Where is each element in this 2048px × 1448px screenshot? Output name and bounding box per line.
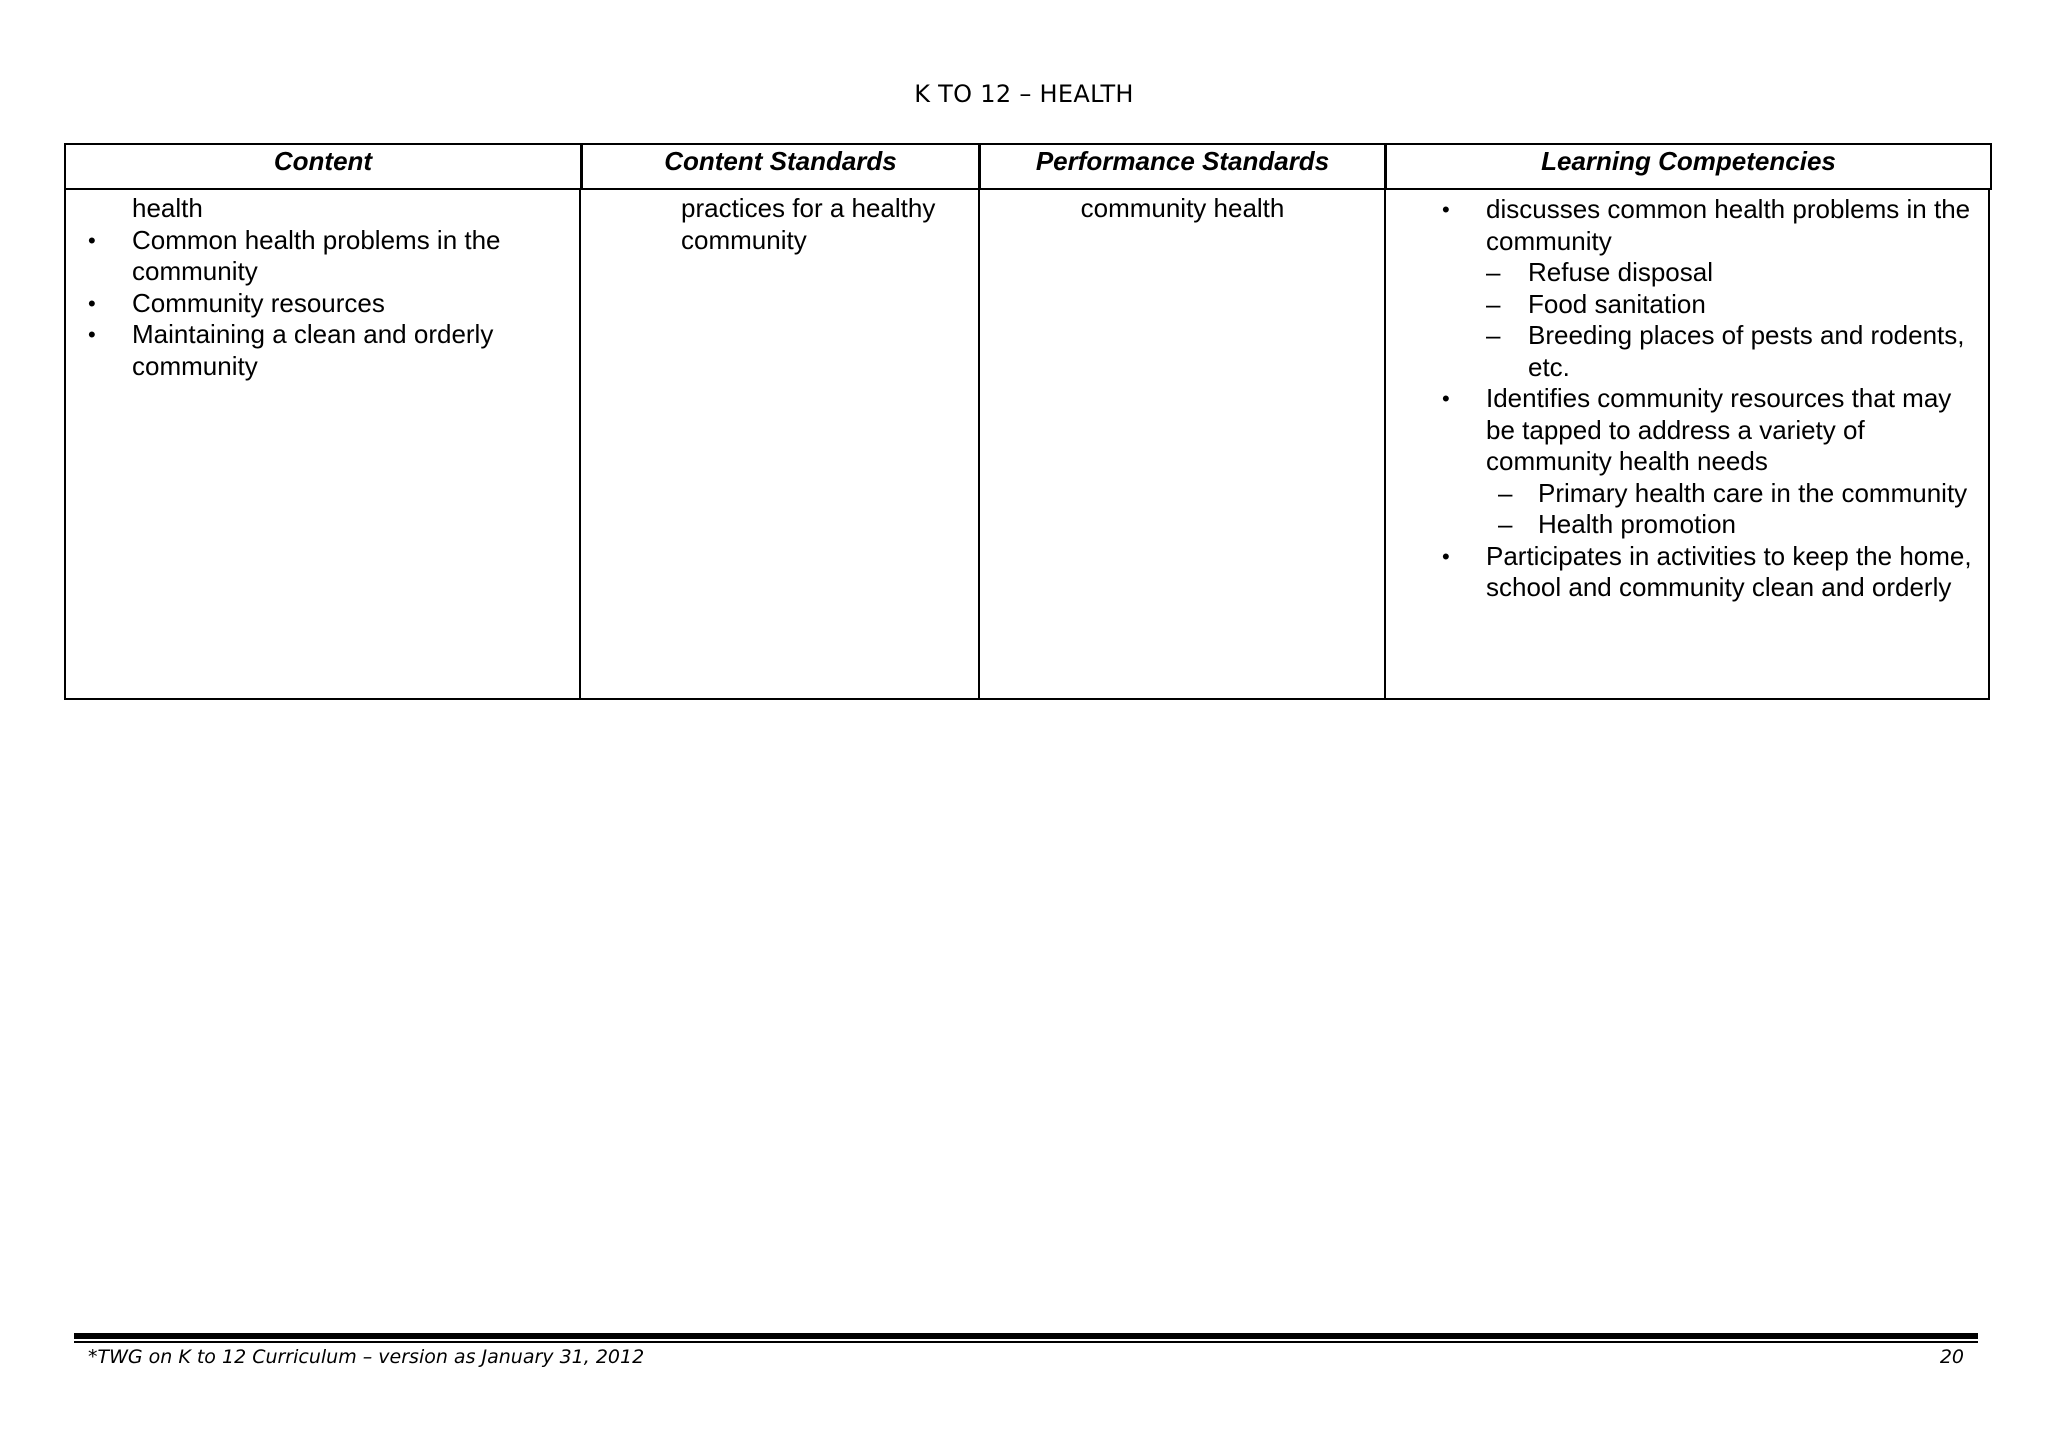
dash-icon: – — [1498, 477, 1513, 508]
list-item — [1442, 540, 1972, 604]
bullet-icon: • — [88, 322, 96, 347]
sub-list-item — [1486, 320, 1972, 383]
content-lead-text: health — [132, 193, 203, 223]
competencies-list — [1442, 194, 1972, 604]
bullet-icon: • — [1442, 543, 1450, 569]
column-header-learning-competencies: Learning Competencies — [1385, 143, 1992, 190]
sub-item-text: Food sanitation — [1528, 288, 1706, 319]
footer-rule-thick — [74, 1333, 1978, 1339]
bullet-icon: • — [1442, 197, 1450, 222]
page-number: 20 — [1939, 1346, 1964, 1368]
list-item — [1442, 194, 1972, 383]
sub-list-item — [1486, 509, 1972, 541]
list-item-text: Common health problems in the community — [132, 224, 501, 286]
sub-list — [1486, 478, 1972, 541]
dash-icon: – — [1486, 320, 1501, 350]
dash-icon: – — [1486, 288, 1501, 319]
content-standards-cell: practices for a healthy community — [681, 193, 936, 255]
list-item — [88, 287, 572, 320]
sub-item-text: Health promotion — [1538, 509, 1736, 539]
competency-text: Identifies community resources that may be tapped to address a variety of community health needs — [1486, 383, 1952, 476]
sub-item-text: Primary health care in the community — [1538, 477, 1968, 508]
sub-list — [1486, 257, 1972, 383]
performance-standards-cell-frame — [978, 189, 1386, 700]
learning-competencies-cell — [1442, 194, 1972, 604]
sub-item-text: Breeding places of pests and rodents, etc. — [1528, 320, 1965, 382]
competency-text: Participates in activities to keep the home, school and community clean and orderly — [1486, 540, 1972, 602]
column-header-content-standards: Content Standards — [581, 143, 980, 190]
dash-icon: – — [1498, 509, 1513, 539]
sub-item-text: Refuse disposal — [1528, 257, 1713, 287]
sub-list-item — [1486, 478, 1972, 510]
list-item-text: Community resources — [132, 287, 385, 318]
bullet-icon: • — [88, 290, 96, 316]
bullet-icon: • — [88, 227, 96, 253]
page-title: K TO 12 – HEALTH — [914, 80, 1134, 108]
footer-note: *TWG on K to 12 Curriculum – version as January 31, 2012 — [88, 1346, 645, 1368]
content-cell — [88, 193, 572, 382]
performance-standards-cell: community health — [1080, 193, 1285, 223]
content-standards-cell-frame — [579, 189, 980, 700]
competency-text: discusses common health problems in the community — [1486, 194, 1971, 256]
sub-list-item — [1486, 257, 1972, 289]
list-item — [1442, 383, 1972, 541]
column-header-performance-standards: Performance Standards — [979, 143, 1386, 190]
column-header-content: Content — [64, 143, 582, 190]
footer-rule-thin — [74, 1341, 1978, 1343]
list-item — [88, 319, 572, 382]
bullet-icon: • — [1442, 386, 1450, 411]
list-item-text: Maintaining a clean and orderly community — [132, 319, 494, 381]
list-item — [88, 224, 572, 288]
content-list — [88, 224, 572, 383]
dash-icon: – — [1486, 257, 1501, 287]
sub-list-item — [1486, 289, 1972, 321]
